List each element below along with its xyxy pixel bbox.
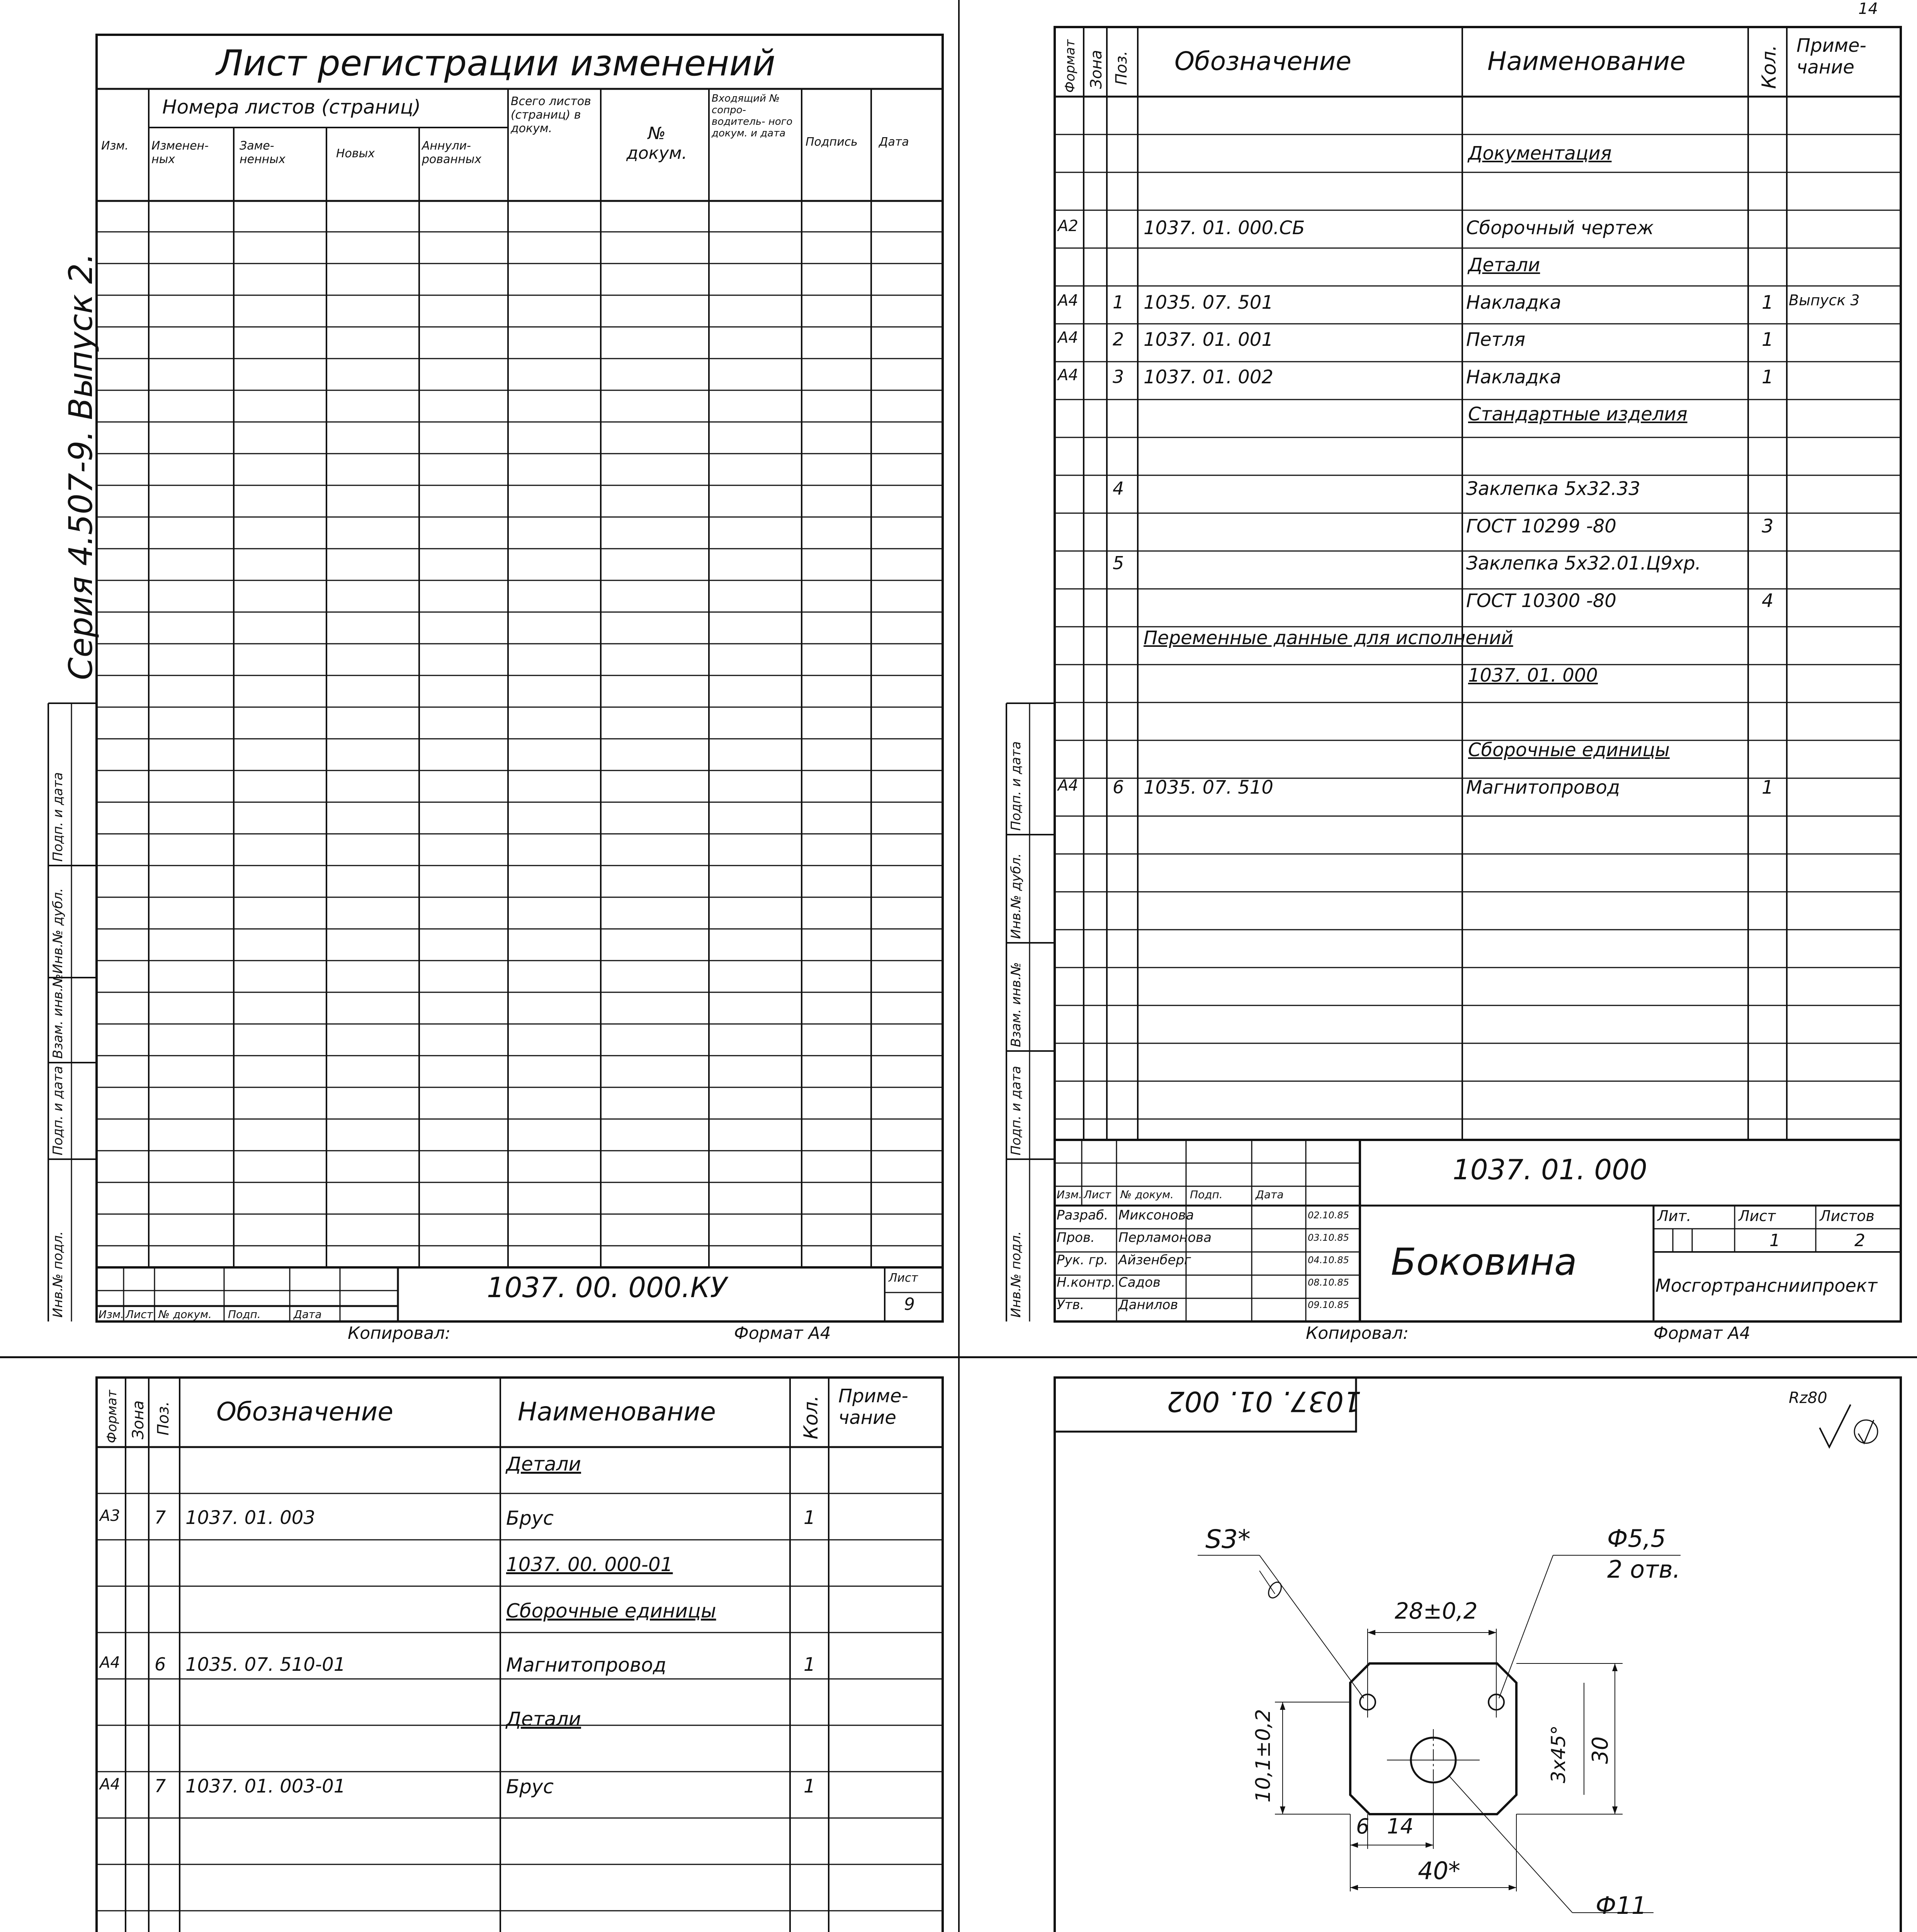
spec-row-format: А4: [1058, 776, 1078, 794]
spec2-header-poz: Поз.: [155, 1401, 172, 1435]
series-label: Серия 4.507-9. Выпуск 2.: [62, 253, 100, 680]
spec1-footer-format: Формат А4: [1654, 1323, 1750, 1343]
spec1-stamp-name: Боковина: [1391, 1240, 1577, 1284]
registration-title: Лист регистрации изменений: [216, 43, 776, 84]
header-zamenennyh: Заме- ненных: [240, 139, 286, 166]
spec-row-poz: 1: [1113, 291, 1124, 313]
stamp-person-name: Данилов: [1118, 1297, 1178, 1313]
spec-row-poz: 6: [1113, 776, 1124, 798]
spec1-header-oboznachenie: Обозначение: [1174, 46, 1351, 76]
header-podpis: Подпись: [806, 135, 858, 149]
spec1-sidebar-podp-data-1: Подп. и дата: [1008, 741, 1024, 831]
sheet-specification-2: [0, 1358, 958, 1932]
spec-row-primechanie: Выпуск 3: [1789, 291, 1860, 309]
spec1-sidebar-vzam-inv: Взам. инв.№: [1008, 962, 1024, 1047]
spec2-row-oboznachenie: 1037. 01. 003-01: [185, 1776, 346, 1797]
spec-row-format: А4: [1058, 329, 1078, 347]
stamp-col-data: Дата: [294, 1308, 322, 1321]
spec2-row-naimenovanie: Брус: [506, 1507, 554, 1529]
spec-row-kol: 3: [1762, 515, 1774, 537]
dim-w40: 40*: [1418, 1857, 1460, 1885]
spec1-col-list: Лист: [1084, 1188, 1111, 1201]
spec-row-poz: 2: [1113, 329, 1124, 350]
spec-row-naimenovanie: Сборочный чертеж: [1466, 217, 1654, 239]
spec1-header-poz: Поз.: [1113, 51, 1130, 85]
corner-page-number: 14: [1858, 0, 1878, 18]
spec2-row-naimenovanie: Детали: [506, 1708, 581, 1730]
spec-row-naimenovanie: Заклепка 5х32.01.Ц9хр.: [1466, 553, 1701, 575]
spec2-row-format: А4: [100, 1654, 120, 1672]
dim-chamfer: 3х45°: [1547, 1725, 1570, 1783]
dim-d14: 14: [1387, 1814, 1414, 1838]
spec2-header-primechanie: Приме- чание: [838, 1385, 908, 1429]
spec1-stamp-list-val: 1: [1769, 1231, 1780, 1250]
spec1-stamp-listov: Листов: [1820, 1208, 1875, 1225]
spec-row-naimenovanie: Документация: [1468, 142, 1612, 164]
spec-row-naimenovanie: 1037. 01. 000: [1468, 664, 1598, 686]
stamp-person-name: Садов: [1118, 1275, 1161, 1290]
spec-row-naimenovanie: ГОСТ 10299 -80: [1466, 515, 1616, 537]
spec-row-naimenovanie: Магнитопровод: [1466, 776, 1620, 798]
stamp-person-date: 02.10.85: [1308, 1210, 1349, 1221]
spec2-row-naimenovanie: 1037. 00. 000-01: [506, 1553, 673, 1576]
dim-d55: Ф5,5: [1607, 1524, 1666, 1553]
dim-h30: 30: [1588, 1736, 1613, 1764]
spec1-header-kol: Кол.: [1758, 45, 1780, 89]
spec-row-poz: 4: [1113, 478, 1124, 499]
spec2-row-format: А4: [100, 1776, 120, 1793]
sidebar-podp-data-1: Подп. и дата: [50, 772, 66, 862]
stamp-list-label: Лист: [889, 1271, 918, 1285]
spec-row-format: А2: [1058, 217, 1078, 235]
spec1-stamp-list: Лист: [1739, 1208, 1776, 1225]
spec2-row-kol: 1: [804, 1507, 816, 1529]
drawing-frame: [958, 1358, 1917, 1932]
dim-s3: S3*: [1205, 1524, 1251, 1554]
spec1-sidebar-podp-data-2: Подп. и дата: [1008, 1066, 1024, 1155]
stamp-col-dokum: № докум.: [158, 1308, 212, 1321]
spec2-row-kol: 1: [804, 1776, 816, 1797]
spec2-row-oboznachenie: 1037. 01. 003: [185, 1507, 315, 1529]
header-izm: Изм.: [101, 139, 129, 153]
stamp-person-role: Рук. гр.: [1057, 1252, 1108, 1268]
header-vhodyashchiy: Входящий № сопро- водитель- ного докум. и дата: [712, 93, 793, 139]
spec2-row-oboznachenie: 1035. 07. 510-01: [185, 1654, 346, 1675]
spec-row-naimenovanie: Накладка: [1466, 291, 1562, 313]
spec-row-oboznachenie: 1035. 07. 510: [1144, 776, 1273, 798]
spec1-header-naimenovanie: Наименование: [1487, 46, 1686, 76]
roughness-label: Rz80: [1789, 1389, 1827, 1407]
spec-row-naimenovanie: Стандартные изделия: [1468, 403, 1688, 425]
dim-d11: Ф11: [1596, 1891, 1647, 1920]
spec-row-oboznachenie: 1037. 01. 000.СБ: [1144, 217, 1305, 239]
dim-d6: 6: [1356, 1814, 1370, 1838]
header-nomera: Номера листов (страниц): [162, 96, 421, 118]
spec-row-naimenovanie: Сборочные единицы: [1468, 739, 1670, 761]
spec1-stamp-lit: Лит.: [1657, 1208, 1691, 1225]
spec2-header-format: Формат: [104, 1390, 120, 1443]
spec2-row-format: А3: [100, 1507, 120, 1525]
stamp-code: 1037. 00. 000.КУ: [487, 1271, 727, 1304]
spec2-row-naimenovanie: Магнитопровод: [506, 1654, 666, 1676]
header-vsego: Всего листов (страниц) в докум.: [511, 95, 591, 135]
stamp-person-date: 04.10.85: [1308, 1255, 1349, 1265]
spec-row-naimenovanie: Заклепка 5х32.33: [1466, 478, 1640, 500]
header-annulirovannyh: Аннули- рованных: [422, 139, 482, 166]
spec1-header-format: Формат: [1062, 39, 1078, 93]
spec-row-kol: 4: [1762, 590, 1774, 612]
dim-holes: 2 отв.: [1607, 1555, 1681, 1583]
header-no-dokum: № докум.: [626, 124, 687, 163]
sidebar-inv-podl: Инв.№ подл.: [50, 1231, 66, 1318]
spec-row-oboznachenie: 1035. 07. 501: [1144, 291, 1273, 313]
spec-row-poz: 5: [1113, 553, 1124, 574]
top-code-inverted: 1037. 01. 002: [1167, 1385, 1361, 1418]
spec1-sidebar-inv-dubl: Инв.№ дубл.: [1008, 853, 1024, 939]
stamp-person-role: Пров.: [1057, 1230, 1095, 1245]
spec-row-naimenovanie: ГОСТ 10300 -80: [1466, 590, 1616, 612]
spec-row-kol: 1: [1762, 291, 1774, 313]
stamp-person-date: 03.10.85: [1308, 1232, 1349, 1243]
header-data: Дата: [879, 135, 909, 149]
header-izmenennyh: Изменен- ных: [151, 139, 209, 166]
spec2-row-poz: 6: [155, 1654, 166, 1675]
spec-row-naimenovanie: Детали: [1468, 254, 1540, 276]
stamp-person-date: 09.10.85: [1308, 1299, 1349, 1310]
spec1-sidebar-inv-podl: Инв.№ подл.: [1008, 1231, 1024, 1318]
spec-row-oboznachenie: 1037. 01. 002: [1144, 366, 1273, 388]
spec1-stamp-listov-val: 2: [1854, 1231, 1865, 1250]
spec2-header-naimenovanie: Наименование: [518, 1397, 716, 1427]
stamp-list-number: 9: [904, 1294, 915, 1314]
spec1-header-primechanie: Приме- чание: [1796, 35, 1866, 78]
spec2-row-kol: 1: [804, 1654, 816, 1675]
spec1-stamp-code: 1037. 01. 000: [1453, 1153, 1647, 1186]
stamp-col-podp: Подп.: [228, 1308, 261, 1321]
spec-row-kol: 1: [1762, 776, 1774, 798]
stamp-person-name: Миксонова: [1118, 1208, 1194, 1223]
spec2-header-oboznachenie: Обозначение: [216, 1397, 393, 1427]
spec-row-oboznachenie: 1037. 01. 001: [1144, 329, 1273, 351]
stamp-person-date: 08.10.85: [1308, 1277, 1349, 1288]
part-drawing: [1198, 1405, 1878, 1913]
spec-row-poz: 3: [1113, 366, 1124, 387]
sheet-part-drawing: [958, 1358, 1917, 1932]
spec-row-kol: 1: [1762, 366, 1774, 388]
spec-row-kol: 1: [1762, 329, 1774, 351]
spec-row-oboznachenie: Переменные данные для исполнений: [1144, 627, 1513, 649]
footer-format: Формат А4: [734, 1323, 831, 1343]
sidebar-vzam-inv: Взам. инв.№: [50, 973, 66, 1059]
spec1-col-dokum: № докум.: [1120, 1188, 1174, 1201]
sidebar-inv-dubl: Инв.№ дубл.: [50, 888, 66, 974]
spec2-row-naimenovanie: Детали: [506, 1453, 581, 1475]
stamp-col-list: Лист: [126, 1308, 153, 1321]
spec1-frame: [958, 0, 1917, 1356]
spec-row-naimenovanie: Накладка: [1466, 366, 1562, 388]
spec1-header-zona: Зона: [1088, 50, 1105, 89]
spec2-frame: [0, 1358, 958, 1932]
sidebar-podp-data-2: Подп. и дата: [50, 1066, 66, 1155]
spec2-row-naimenovanie: Брус: [506, 1776, 554, 1798]
spec1-col-podp: Подп.: [1190, 1188, 1223, 1201]
stamp-person-role: Н.контр.: [1057, 1275, 1116, 1290]
stamp-person-role: Разраб.: [1057, 1208, 1108, 1223]
registration-frame: [0, 0, 958, 1356]
spec2-row-poz: 7: [155, 1507, 166, 1528]
spec2-row-naimenovanie: Сборочные единицы: [506, 1600, 716, 1622]
header-novyh: Новых: [336, 147, 375, 160]
spec2-header-zona: Зона: [129, 1400, 147, 1439]
spec1-stamp-org: Мосгортрансниипроект: [1655, 1275, 1878, 1296]
spec1-col-data: Дата: [1256, 1188, 1284, 1201]
sheet-registration: [0, 0, 958, 1356]
dim-h10: 10,1±0,2: [1252, 1709, 1275, 1803]
spec1-footer-kopiroval: Копировал:: [1306, 1323, 1409, 1343]
stamp-person-name: Айзенберг: [1118, 1252, 1191, 1268]
dim-w28: 28±0,2: [1395, 1598, 1478, 1624]
spec-row-format: А4: [1058, 366, 1078, 384]
spec2-header-kol: Кол.: [800, 1395, 822, 1439]
spec-row-naimenovanie: Петля: [1466, 329, 1526, 351]
sheet-specification-1: [958, 0, 1917, 1356]
stamp-person-role: Утв.: [1057, 1297, 1084, 1313]
footer-kopiroval: Копировал:: [348, 1323, 451, 1343]
stamp-col-izm: Изм.: [99, 1308, 124, 1321]
stamp-person-name: Перламонова: [1118, 1230, 1212, 1245]
spec-row-format: А4: [1058, 291, 1078, 310]
spec2-row-poz: 7: [155, 1776, 166, 1796]
spec1-col-izm: Изм.: [1057, 1188, 1082, 1201]
